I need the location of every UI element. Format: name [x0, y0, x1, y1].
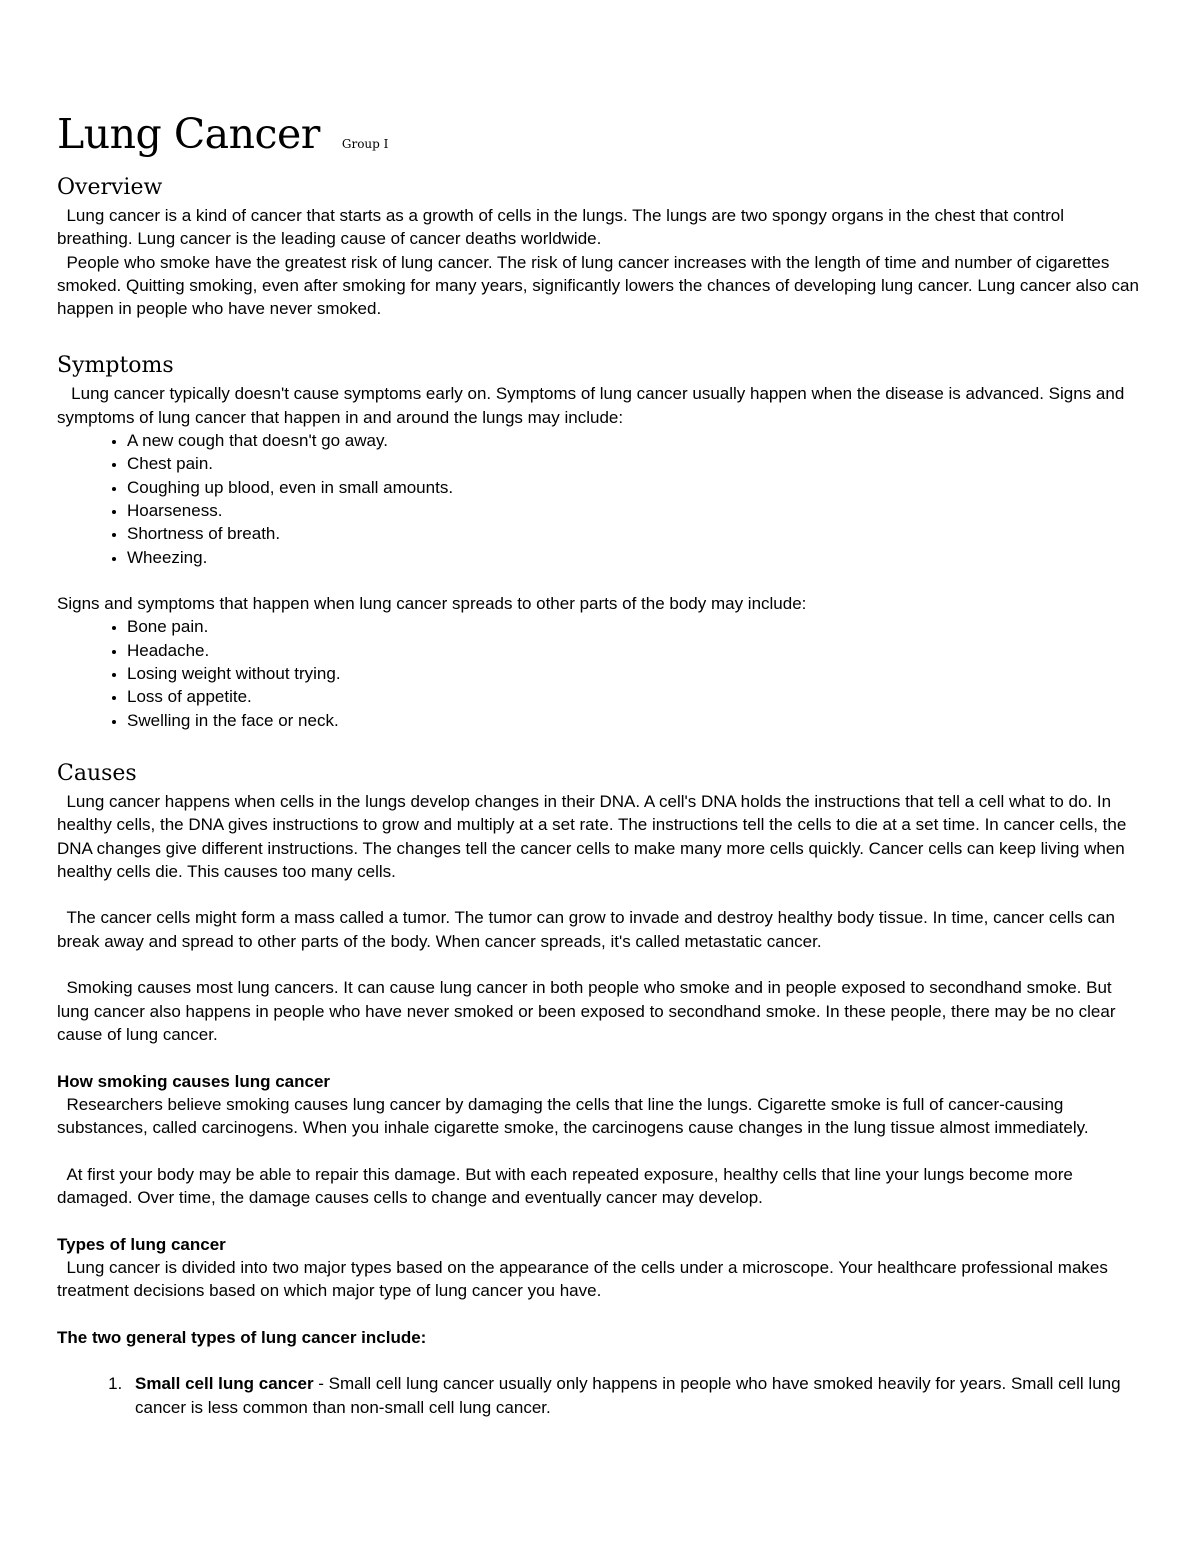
list-item: • A new cough that doesn't go away. [127, 429, 1142, 452]
overview-heading: Overview [57, 175, 163, 200]
spacer [57, 1046, 1142, 1069]
document-page [57, 106, 1142, 1419]
spacer [57, 1349, 1142, 1372]
spacer [57, 1302, 1142, 1325]
general-types-heading: The two general types of lung cancer include: [57, 1327, 427, 1347]
spacer [57, 732, 1142, 758]
list-item: • Coughing up blood, even in small amounts. [127, 476, 1142, 499]
types-subheading: Types of lung cancer [57, 1234, 226, 1254]
list-item: • Bone pain. [127, 615, 1142, 638]
list-item [127, 1372, 1142, 1419]
types-paragraph: Lung cancer is divided into two major types based on the appearance of the cells under a microscope. Your healthcare professional makes treatment decisions based on which major type of lung cancer you have. [57, 1257, 1113, 1301]
title-row [57, 106, 1142, 172]
symptoms-list [57, 429, 1142, 569]
symptoms-heading: Symptoms [57, 353, 174, 379]
causes-paragraph-2: The cancer cells might form a mass called a tumor. The tumor can grow to invade and destroy healthy body tissue. In time, cancer cells can break away and spread to other parts of the body. When cancer spreads, it's called metastatic cancer. [57, 908, 1120, 951]
causes-heading: Causes [57, 760, 137, 786]
spread-symptoms-list [57, 615, 1142, 731]
symptoms-section [57, 350, 1142, 731]
list-item: • Wheezing. [127, 546, 1142, 569]
overview-paragraph-1: Lung cancer is a kind of cancer that starts as a growth of cells in the lungs. The lungs are two spongy organs in the chest that control breathing. Lung cancer is the leading cause of cancer deaths worldwide. [57, 206, 1069, 249]
symptoms-intro-2: Signs and symptoms that happen when lung cancer spreads to other parts of the body may include: [57, 594, 807, 614]
smoking-subheading: How smoking causes lung cancer [57, 1071, 331, 1091]
causes-paragraph-3: Smoking causes most lung cancers. It can cause lung cancer in both people who smoke and in people exposed to secondhand smoke. But lung cancer also happens in people who have never smoked or been exposed to secondhand smoke. In these people, there may be no clear cause of lung cancer. [57, 978, 1121, 1044]
spacer [57, 569, 1142, 592]
overview-paragraph-2: People who smoke have the greatest risk of lung cancer. The risk of lung cancer increases with the length of time and number of cigarettes smoked. Quitting smoking, even after smoking for many years, significantly lowers the chances of developing lung cancer. Lung cancer also can happen in people who have never smoked. [57, 252, 1144, 319]
spacer [57, 953, 1142, 976]
list-item: • Shortness of breath. [127, 522, 1142, 545]
type-name: Small cell lung cancer [135, 1374, 314, 1394]
spacer [57, 320, 1142, 350]
list-item: • Headache. [127, 639, 1142, 662]
list-item: • Swelling in the face or neck. [127, 709, 1142, 732]
page-title: Lung Cancer [57, 110, 320, 158]
list-item: • Chest pain. [127, 452, 1142, 475]
list-item: • Hoarseness. [127, 499, 1142, 522]
list-item: • Loss of appetite. [127, 685, 1142, 708]
spacer [57, 883, 1142, 906]
spacer [57, 1139, 1142, 1162]
overview-section [57, 172, 1142, 320]
smoking-paragraph-2: At first your body may be able to repair this damage. But with each repeated exposure, healthy cells that line your lungs become more damaged. Over time, the damage causes cells to change and eventually cancer may develop. [57, 1164, 1078, 1207]
causes-section [57, 758, 1142, 1419]
symptoms-intro: Lung cancer typically doesn't cause symptoms early on. Symptoms of lung cancer usually happen when the disease is advanced. Signs and symptoms of lung cancer that happen in and around the lungs may include: [57, 384, 1130, 427]
causes-paragraph-1: Lung cancer happens when cells in the lungs develop changes in their DNA. A cell's DNA holds the instructions that tell a cell what to do. In healthy cells, the DNA gives instructions to grow and multiply at a set rate. The instructions tell the cells to die at a set time. In cancer cells, the DNA changes give different instructions. The changes tell the cancer cells to make many more cells quickly. Cancer cells can keep living when healthy cells die. This causes too many cells. [57, 791, 1132, 881]
type-description: - Small cell lung cancer usually only happens in people who have smoked heavily for years. Small cell lung cancer is less common than non-small cell lung cancer. [135, 1374, 1121, 1417]
smoking-paragraph-1: Researchers believe smoking causes lung cancer by damaging the cells that line the lungs. Cigarette smoke is full of cancer-causing substances, called carcinogens. When you inhale cigarette smoke, the carcinogens cause changes in the lung tissue almost immediately. [57, 1094, 1089, 1138]
spacer [57, 1209, 1142, 1232]
page-subtitle: Group I [341, 137, 389, 151]
types-list [57, 1372, 1142, 1419]
list-item: • Losing weight without trying. [127, 662, 1142, 685]
